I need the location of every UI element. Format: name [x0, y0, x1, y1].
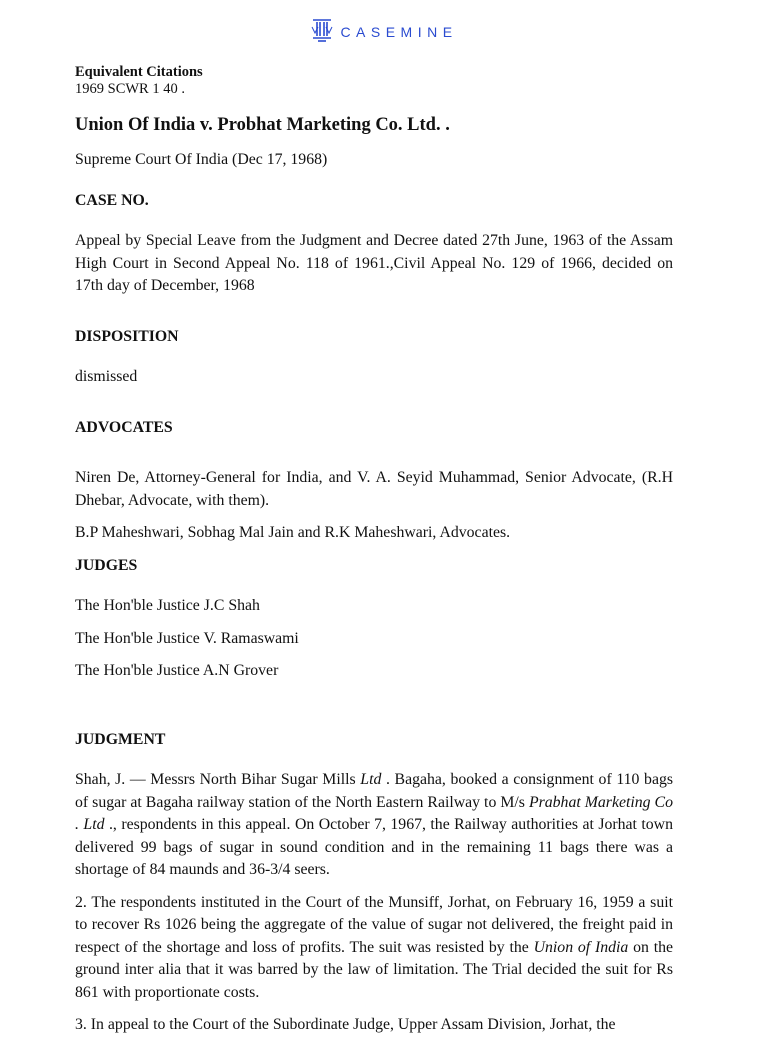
court-and-date: Supreme Court Of India (Dec 17, 1968) — [75, 151, 328, 168]
judgment-paragraph: 3. In appeal to the Court of the Subordinate Judge, Upper Assam Division, Jorhat, the — [75, 1016, 616, 1033]
page-header — [0, 16, 768, 48]
disposition-text: dismissed — [75, 368, 138, 385]
judges-heading: JUDGES — [75, 556, 138, 574]
judge-item: The Hon'ble Justice A.N Grover — [75, 662, 279, 679]
brand-name: CASEMINE — [340, 24, 458, 40]
judgment-heading: JUDGMENT — [75, 730, 166, 748]
casemine-logo[interactable] — [310, 17, 457, 48]
case-no-text: Appeal by Special Leave from the Judgment and Decree dated 27th June, 1963 of the Assam High Court in Second Appeal No. 118 of 1961.,Civil Appeal No. 129 of 1966, decided on 17th day of December, 1968 — [75, 232, 673, 294]
judge-item: The Hon'ble Justice V. Ramaswami — [75, 629, 299, 647]
disposition-heading: DISPOSITION — [75, 327, 179, 345]
citations-heading: Equivalent Citations — [75, 64, 203, 80]
citations-value: 1969 SCWR 1 40 . — [75, 81, 185, 97]
pillar-scales-icon — [310, 17, 334, 48]
judgment-paragraph: 2. The respondents instituted in the Court of the Munsiff, Jorhat, on February 16, 1959 a suit to recover Rs 1026 being the aggregate of the value of sugar not delivered, the freight paid in respect of the shortage and loss of profits. The suit was resisted by the Union of India on the ground inter alia that it was barred by the law of limitation. The Trial decided the suit for Rs 861 with proportionate costs. — [75, 893, 673, 1001]
advocate-item: B.P Maheshwari, Sobhag Mal Jain and R.K Maheshwari, Advocates. — [75, 524, 511, 541]
judge-item: The Hon'ble Justice J.C Shah — [75, 597, 260, 614]
advocate-item: Niren De, Attorney-General for India, and V. A. Seyid Muhammad, Senior Advocate, (R.H Dhebar, Advocate, with them). — [75, 469, 673, 509]
advocates-heading: ADVOCATES — [75, 418, 173, 436]
case-no-heading: CASE NO. — [75, 191, 149, 209]
case-document — [75, 64, 673, 1037]
judgment-paragraph: Shah, J. — Messrs North Bihar Sugar Mills Ltd . Bagaha, booked a consignment of 110 bags of sugar at Bagaha railway station of the North Eastern Railway to M/s Prabhat Marketing Co . Ltd ., respondents in this appeal. On October 7, 1967, the Railway authorities at Jorhat town delivered 99 bags of sugar in sound condition and in the remaining 11 bags there was a shortage of 84 maunds and 36-3/4 seers. — [75, 771, 673, 878]
case-title: Union Of India v. Probhat Marketing Co. Ltd. . — [75, 115, 450, 135]
